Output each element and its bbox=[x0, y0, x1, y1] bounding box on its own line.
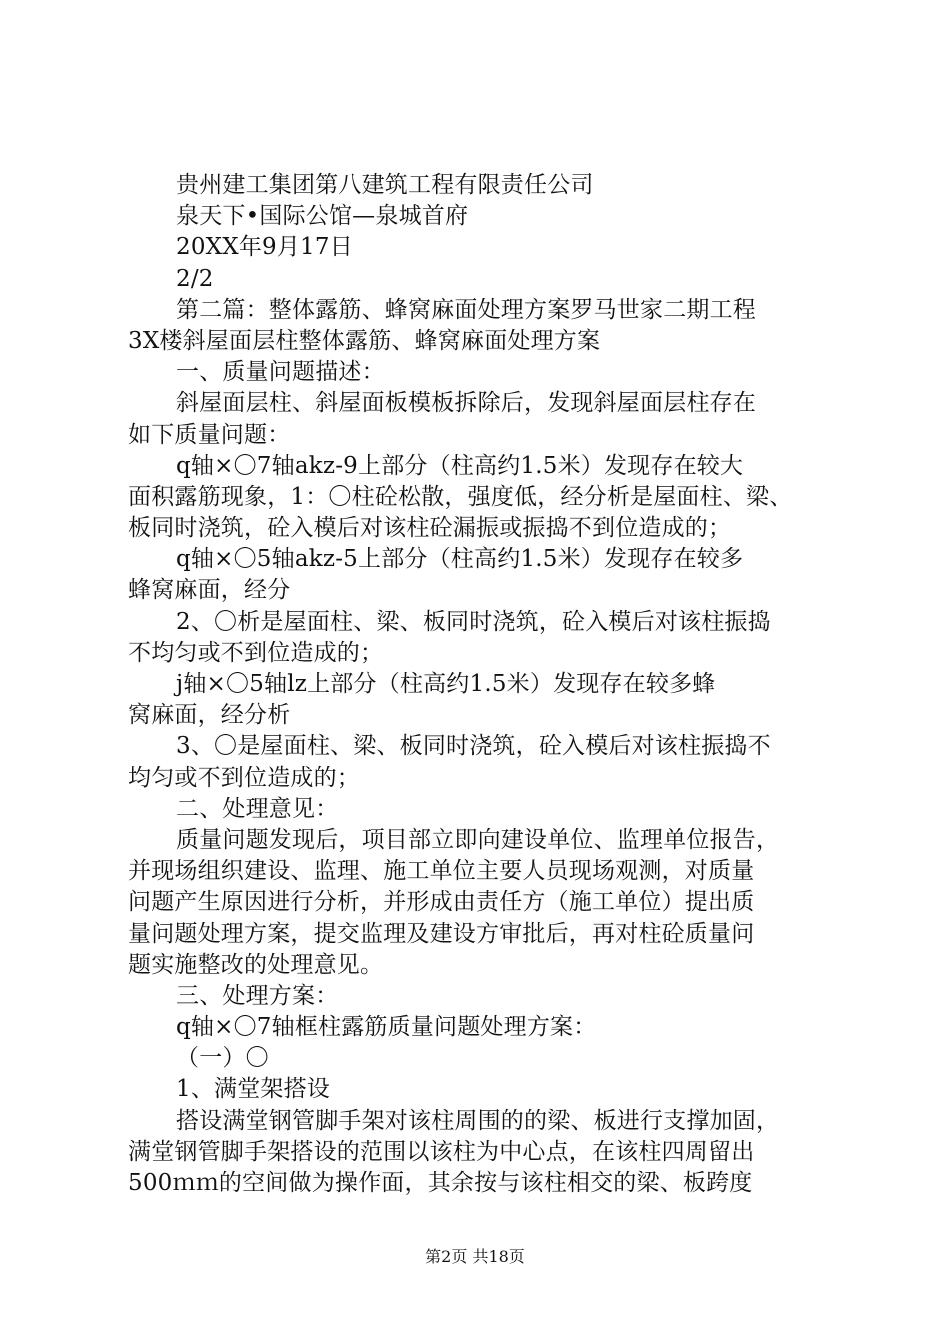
text-line: 第二篇：整体露筋、蜂窝麻面处理方案罗马世家二期工程 bbox=[176, 296, 756, 323]
text-line: 不均匀或不到位造成的； bbox=[128, 639, 384, 666]
text-line: 窝麻面，经分析 bbox=[128, 702, 291, 729]
text-line: 满堂钢管脚手架搭设的范围以该柱为中心点，在该柱四周留出 bbox=[128, 1138, 755, 1165]
text-line: 如下质量问题： bbox=[128, 421, 291, 448]
text-line: 3X楼斜屋面层柱整体露筋、蜂窝麻面处理方案 bbox=[128, 327, 601, 354]
text-line: 一、质量问题描述： bbox=[176, 359, 385, 386]
text-line: 蜂窝麻面，经分 bbox=[128, 577, 291, 604]
text-line: 三、处理方案： bbox=[176, 982, 339, 1009]
text-line: q轴×〇7轴akz-9上部分（柱高约1.5米）发现存在较大 bbox=[176, 452, 744, 479]
text-line: 并现场组织建设、监理、施工单位主要人员现场观测，对质量 bbox=[128, 858, 755, 885]
text-line: 质量问题发现后，项目部立即向建设单位、监理单位报告， bbox=[176, 826, 780, 853]
text-line: q轴×〇5轴akz-5上部分（柱高约1.5米）发现存在较多 bbox=[176, 546, 744, 573]
text-line: 泉天下•国际公馆—泉城首府 bbox=[176, 203, 469, 230]
text-line: 面积露筋现象，1：〇柱砼松散，强度低，经分析是屋面柱、梁、 bbox=[128, 483, 793, 510]
text-line: 2/2 bbox=[176, 265, 214, 292]
text-line: 2、〇析是屋面柱、梁、板同时浇筑，砼入模后对该柱振捣 bbox=[176, 608, 771, 635]
text-line: 500ｍｍ的空间做为操作面，其余按与该柱相交的梁、板跨度 bbox=[128, 1170, 753, 1196]
text-line: 贵州建工集团第八建筑工程有限责任公司 bbox=[176, 172, 594, 198]
text-line: 3、〇是屋面柱、梁、板同时浇筑，砼入模后对该柱振捣不 bbox=[176, 733, 771, 760]
text-line: 板同时浇筑，砼入模后对该柱砼漏振或振捣不到位造成的； bbox=[128, 515, 732, 542]
text-line: 搭设满堂钢管脚手架对该柱周围的的梁、板进行支撑加固， bbox=[176, 1107, 780, 1134]
document-body bbox=[128, 170, 838, 1199]
page-footer: 第2页 共18页 bbox=[425, 1247, 525, 1266]
text-line: 量问题处理方案，提交监理及建设方审批后，再对柱砼质量问 bbox=[128, 920, 755, 947]
text-line: 二、处理意见： bbox=[176, 795, 339, 822]
text-line: 问题产生原因进行分析，并形成由责任方（施工单位）提出质 bbox=[128, 889, 755, 916]
text-line: q轴×〇7轴框柱露筋质量问题处理方案： bbox=[176, 1014, 597, 1041]
text-line: 题实施整改的处理意见。 bbox=[128, 951, 384, 978]
text-line: 斜屋面层柱、斜屋面板模板拆除后，发现斜屋面层柱存在 bbox=[176, 390, 756, 417]
text-line: （一）〇 bbox=[176, 1045, 269, 1072]
text-line: 1、满堂架搭设 bbox=[176, 1076, 331, 1103]
text-line: 20XX年9月17日 bbox=[176, 234, 353, 261]
text-line: j轴×〇5轴lz上部分（柱高约1.5米）发现存在较多蜂 bbox=[176, 671, 716, 697]
text-line: 均匀或不到位造成的； bbox=[128, 764, 360, 791]
